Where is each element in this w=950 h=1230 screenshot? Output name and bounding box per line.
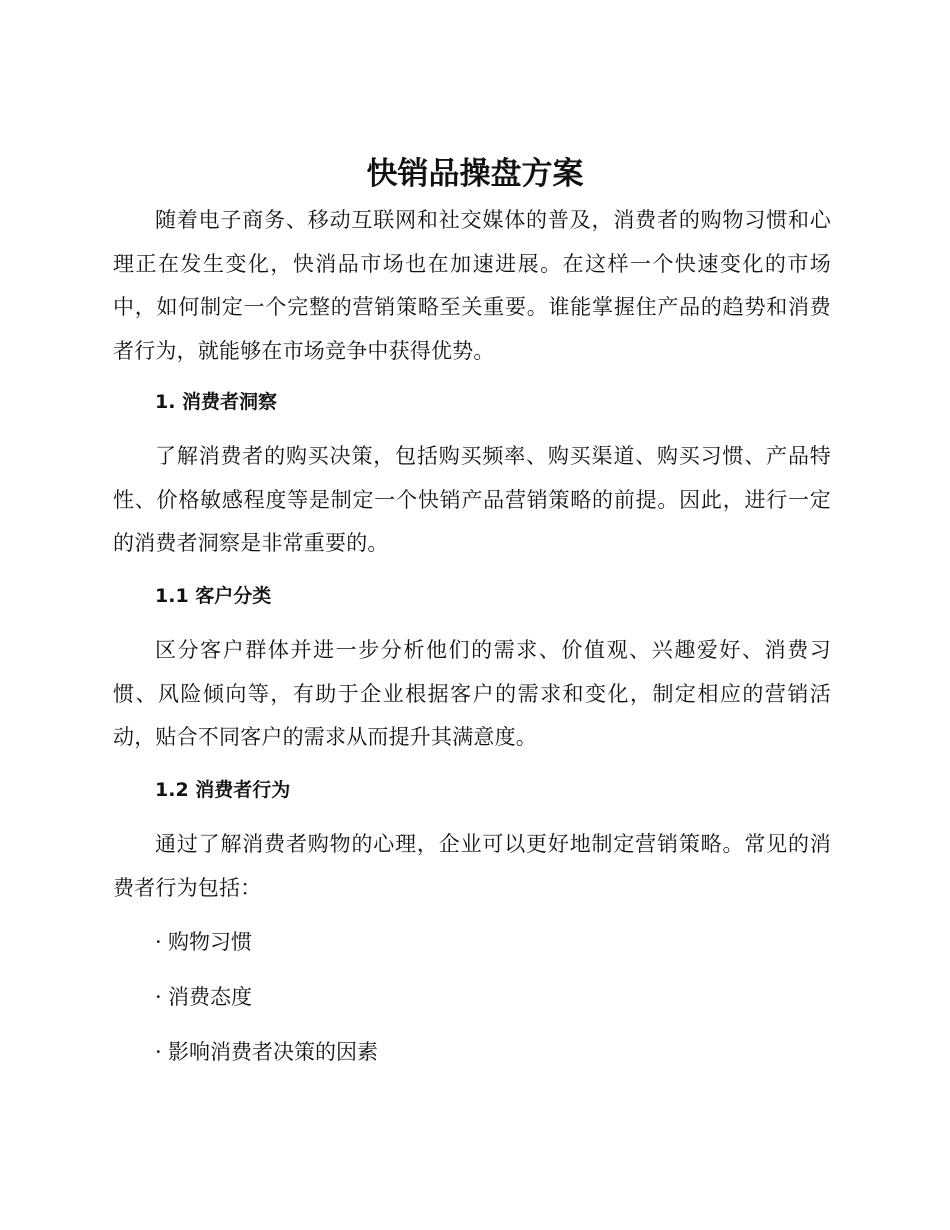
section-heading-consumer-insight: 1. 消费者洞察 (155, 391, 278, 413)
consumer-behavior-paragraph: 通过了解消费者购物的心理，企业可以更好地制定营销策略。常见的消费者行为包括： (113, 832, 831, 900)
document-title: 快销品操盘方案 (366, 156, 584, 192)
list-item-text: 消费态度 (168, 985, 252, 1009)
list-item (155, 1037, 378, 1067)
list-item (155, 927, 252, 957)
bullet-marker: · (155, 1040, 162, 1064)
section-heading-customer-segmentation: 1.1 客户分类 (155, 585, 272, 607)
intro-paragraph: 随着电子商务、移动互联网和社交媒体的普及，消费者的购物习惯和心理正在发生变化，快消品市场也在加速进展。在这样一个快速变化的市场中，如何制定一个完整的营销策略至关重要。谁能掌握住产品的趋势和消费者行为，就能够在市场竞争中获得优势。 (113, 208, 831, 363)
bullet-marker: · (155, 985, 162, 1009)
section-heading-consumer-behavior: 1.2 消费者行为 (155, 779, 291, 801)
list-item-text: 影响消费者决策的因素 (168, 1040, 378, 1064)
customer-segmentation-paragraph: 区分客户群体并进一步分析他们的需求、价值观、兴趣爱好、消费习惯、风险倾向等，有助于企业根据客户的需求和变化，制定相应的营销活动，贴合不同客户的需求从而提升其满意度。 (113, 638, 831, 749)
consumer-insight-paragraph: 了解消费者的购买决策，包括购买频率、购买渠道、购买习惯、产品特性、价格敏感程度等是制定一个快销产品营销策略的前提。因此，进行一定的消费者洞察是非常重要的。 (113, 444, 831, 555)
bullet-marker: · (155, 930, 162, 954)
list-item (155, 982, 252, 1012)
list-item-text: 购物习惯 (168, 930, 252, 954)
